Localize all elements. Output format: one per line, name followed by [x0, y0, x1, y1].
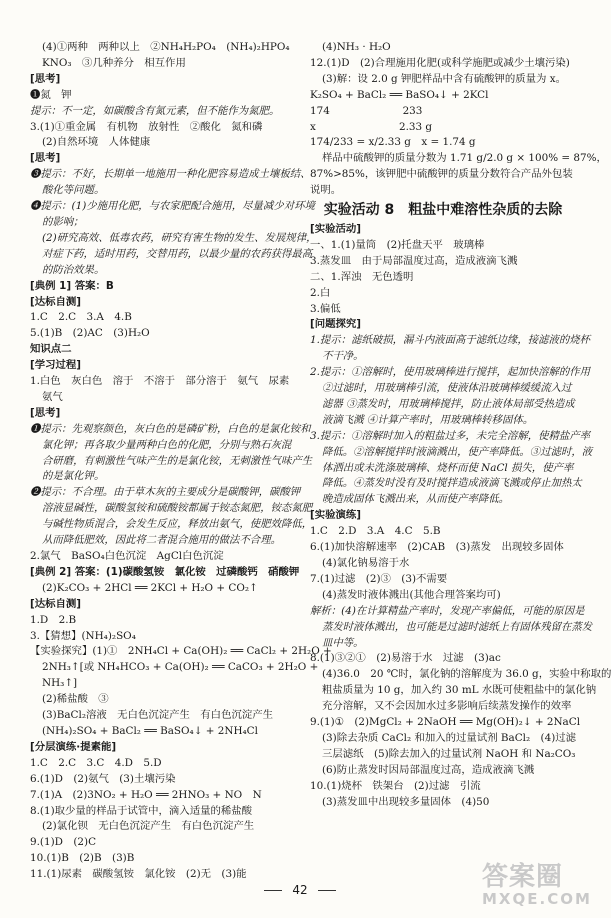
text-line: 溶液显碱性，碳酸氢铵和硫酸铵都属于铵态氮肥，铵态氮肥 [42, 502, 313, 515]
text-line: 87%>85%，该钾肥中硫酸钾的质量分数符合产品外包装 [310, 168, 573, 181]
text-line: 的是氯化钾。 [42, 470, 105, 483]
text-line: 提示：不一定，如碳酸含有氮元素，但不能作为氮肥。 [30, 104, 280, 117]
text-line: 8.(1)取少量的样品于试管中，滴入适量的稀盐酸 [30, 804, 253, 817]
text-line: 3.提示：①溶解时加入的粗盐过多，未完全溶解，使精盐产率 [310, 429, 591, 442]
text-line: 3.【猜想】(NH₄)₂SO₄ [30, 629, 136, 642]
text-line: [分层演练·提素能] [30, 740, 117, 753]
text-line: 氯化钾；再各取少量两种白色的化肥，分别与熟石灰混 [42, 438, 292, 451]
text-line: (3)除去杂质 CaCl₂ 和加入的过量试剂 BaCl₂ (4)过滤 [322, 731, 577, 744]
text-line: KNO₃ ③几种养分 相互作用 [42, 56, 186, 69]
text-line: 三层滤纸 (5)除去加入的过量试剂 NaOH 和 Na₂CO₃ [322, 747, 576, 760]
text-line: ❸提示：不好，长期单一地施用一种化肥容易造成土壤板结、 [30, 168, 311, 181]
text-line: 的影响； [42, 215, 84, 228]
text-line: 2NH₃↑[或 NH₄HCO₃ + Ca(OH)₂ ══ CaCO₃ + 2H₂O + [42, 661, 319, 674]
text-line: ❶提示：先观察颜色，灰白色的是磷矿粉，白色的是氯化铵和 [30, 422, 311, 435]
text-line: [思考] [30, 72, 61, 85]
text-line: 9.(1)① (2)MgCl₂ + 2NaOH ══ Mg(OH)₂↓ + 2NaCl [310, 716, 581, 729]
text-line: 1.D 2.B [30, 613, 77, 626]
text-line: ❹提示：(1)少施用化肥，与农家肥配合施用，尽量减少对环境 [30, 200, 315, 213]
text-line: 174/233 = x/2.33 g x = 1.74 g [310, 136, 476, 149]
text-line: ❷提示：不合理。由于草木灰的主要成分是碳酸钾，碳酸钾 [30, 486, 301, 499]
text-line: 7.(1)A (2)3NO₂ + H₂O ══ 2HNO₃ + NO N [30, 788, 262, 801]
text-line: (2)氯化钡 无白色沉淀产生 有白色沉淀产生 [42, 820, 255, 833]
text-line: 知识点二 [30, 343, 72, 356]
text-line: [典例 2] 答案：(1)碳酸氢铵 氯化铵 过磷酸钙 硝酸钾 [30, 565, 300, 578]
text-line: 二、1.浑浊 无色透明 [310, 270, 414, 283]
text-line: 的防治效果。 [42, 263, 105, 276]
text-line: 10.(1)烧杯 铁架台 (2)过滤 引流 [310, 779, 481, 792]
text-line: 液滴飞溅 ④计算产率时，用玻璃棒转移固体。 [322, 413, 534, 426]
text-line: 1.白色 灰白色 溶于 不溶于 部分溶于 氨气 尿素 [30, 375, 290, 388]
text-line: 12.(1)D (2)合理施用化肥(或科学施肥或减少土壤污染) [310, 56, 570, 69]
text-line: 8.(1)③②① (2)易溶于水 过滤 (3)ac [310, 652, 501, 665]
text-line: 从而降低肥效，因此将二者混合施用的做法不合理。 [42, 534, 281, 547]
activity-title: 实验活动 8 粗盐中难溶性杂质的去除 [323, 202, 563, 219]
text-line: 1.C 2.C 3.A 4.B [30, 311, 132, 324]
text-line: 与碱性物质混合，会发生反应，释放出氨气，使肥效降低， [42, 518, 313, 531]
text-line: (3)BaCl₂溶液 无白色沉淀产生 有白色沉淀产生 [42, 709, 274, 722]
text-line: (3)解：设 2.0 g 钾肥样品中含有硫酸钾的质量为 x。 [322, 72, 566, 85]
text-line: 体洒出或未洗涤玻璃棒、烧杯而使 NaCl 损失，使产率 [322, 461, 574, 474]
text-line: 说明。 [310, 184, 342, 197]
text-line: 粗盐质量为 10 g，加入约 30 mL 水既可使粗盐中的氯化钠 [322, 684, 597, 697]
text-line: 晚造成固体飞溅出来，从而使产率降低。 [322, 493, 510, 506]
text-line: 7.(1)过滤 (2)③ (3)不需要 [310, 572, 448, 585]
text-line: 11.(1)尿素 碳酸氢铵 氯化铵 (2)无 (3)能 [30, 868, 247, 881]
text-line: 5.(1)B (2)AC (3)H₂O [30, 327, 150, 340]
text-line: 滤器 ③蒸发时，用玻璃棒搅拌，防止液体局部受热造成 [322, 397, 575, 410]
text-line: 降低。④蒸发时没有及时搅拌造成液滴飞溅或停止加热太 [322, 477, 582, 490]
text-line: 不干净。 [322, 350, 364, 363]
text-line: (2)稀盐酸 ③ [42, 693, 109, 706]
text-line: (2)研究高效、低毒农药，研究有害生物的发生、发展规律， [42, 231, 317, 244]
text-line: 对症下药，适时用药，交替用药，以最少量的农药获得最高 [42, 247, 313, 260]
text-line: [学习过程] [30, 359, 82, 372]
text-line: x 2.33 g [310, 120, 433, 133]
text-line: (4)①两种 两种以上 ②NH₄H₂PO₄ (NH₄)₂HPO₄ [42, 41, 290, 53]
text-line: [问题探究] [310, 318, 362, 331]
text-line: (4)氯化钠易溶于水 [322, 557, 410, 569]
text-line: [实验活动] [310, 222, 362, 235]
text-line: 1.提示：滤纸破损，漏斗内液面高于滤纸边缘，接滤液的烧杯 [310, 334, 591, 347]
text-line: 9.(1)D (2)C [30, 836, 97, 849]
text-line: 样品中硫酸钾的质量分数为 1.71 g/2.0 g × 100% = 87%， [322, 152, 607, 165]
right-column [310, 40, 611, 811]
text-line: [典例 1] 答案：B [30, 279, 114, 292]
text-line: 氨气 [42, 390, 63, 403]
right-top-block [310, 40, 607, 199]
right-body-block [310, 222, 611, 811]
text-line: 2.提示：①溶解时，使用玻璃棒进行搅拌，起加快溶解的作用 [310, 366, 591, 379]
text-line: 降低。②溶解搅拌时液滴溅出，使产率降低。③过滤时，液 [322, 445, 593, 458]
watermark-logo [482, 856, 592, 912]
text-line: 10.(1)B (2)B (3)B [30, 852, 135, 865]
text-line: 3.(1)①重金属 有机物 放射性 ②酸化 氮和磷 [30, 120, 263, 133]
text-line: 解析：(4)在计算精盐产率时，发现产率偏低，可能的原因是 [310, 604, 585, 617]
text-line: K₂SO₄ + BaCl₂ ══ BaSO₄↓ + 2KCl [310, 88, 489, 101]
text-line: (NH₄)₂SO₄ + BaCl₂ ══ BaSO₄↓ + 2NH₄Cl [42, 724, 258, 737]
text-line: 合研磨，有刺激性气味产生的是氯化铵，无刺激性气味产生 [42, 454, 313, 467]
text-line: 皿中等。 [322, 636, 364, 649]
text-line: (3)蒸发皿中出现较多量固体 (4)50 [322, 795, 490, 808]
watermark-line2: MXQE.COM [482, 890, 592, 908]
text-line: 6.(1)加快溶解速率 (2)CAB (3)蒸发 出现较多固体 [310, 541, 564, 554]
text-line: 【实验探究】(1)① 2NH₄Cl + Ca(OH)₂ ══ CaCl₂ + 2H₂O + [30, 645, 332, 658]
text-line: 蒸发时液体溅出，也可能是过滤时滤纸上有固体残留在蒸发 [322, 620, 593, 633]
text-line: [达标自测] [30, 295, 82, 308]
text-line: [思考] [30, 406, 61, 419]
page-number: 42 [292, 883, 308, 897]
text-line: 一、1.(1)量筒 (2)托盘天平 玻璃棒 [310, 238, 485, 251]
watermark-line1: 答案圈 [482, 862, 564, 892]
text-line: (4)蒸发时液体溅出(其他合理答案均可) [322, 588, 501, 601]
text-line: 2.氯气 BaSO₄白色沉淀 AgCl白色沉淀 [30, 550, 224, 562]
text-line: 3.偏低 [310, 302, 341, 315]
text-line: [达标自测] [30, 597, 82, 610]
text-line: (4)NH₃ · H₂O [322, 41, 391, 53]
text-line: 酸化等问题。 [42, 184, 105, 197]
text-line: ②过滤时，用玻璃棒引流，使液体沿玻璃棒缓缓流入过 [322, 382, 572, 395]
text-line: 6.(1)D (2)氨气 (3)土壤污染 [30, 772, 176, 785]
text-line: [实验演练] [310, 509, 362, 522]
text-line: 1.C 2.C 3.C 4.D 5.D [30, 756, 162, 769]
text-line: 充分溶解，又不会因加水过多影响后续蒸发操作的效率 [322, 700, 572, 713]
text-line: 3.蒸发皿 由于局部温度过高，造成液滴飞溅 [310, 254, 518, 267]
text-line: 2.白 [310, 286, 331, 299]
text-line: 174 233 [310, 104, 423, 117]
text-line: NH₃↑] [42, 677, 78, 690]
text-line: ❶氮 钾 [30, 88, 72, 101]
text-line: 1.C 2.D 3.A 4.C 5.B [310, 525, 441, 538]
text-line: (4)36.0 20 ℃时，氯化钠的溶解度为 36.0 g，实验中称取的 [322, 668, 611, 681]
text-line: (2)K₂CO₃ + 2HCl ══ 2KCl + H₂O + CO₂↑ [42, 581, 258, 594]
text-line: (6)防止蒸发时因局部温度过高，造成液滴飞溅 [322, 763, 535, 776]
text-line: (2)自然环境 人体健康 [42, 136, 151, 149]
text-line: [思考] [30, 152, 61, 165]
